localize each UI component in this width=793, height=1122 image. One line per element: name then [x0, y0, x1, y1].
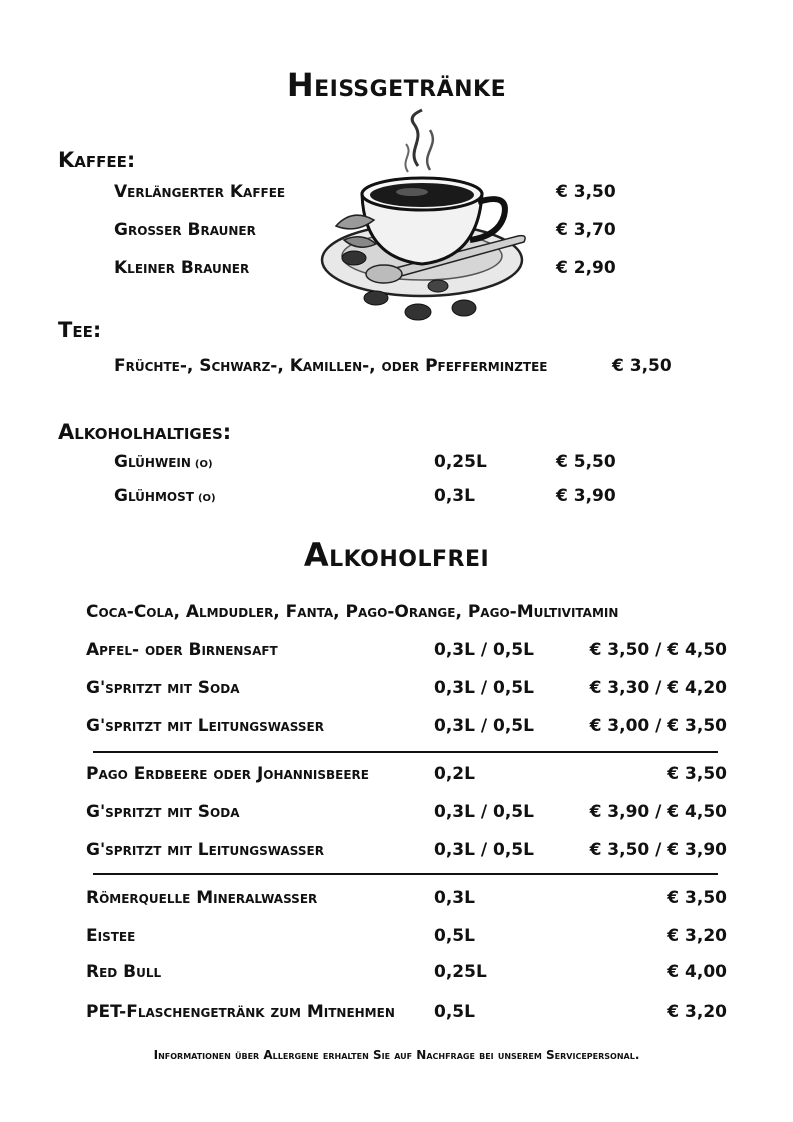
- coffee-item-price: € 3,70: [556, 220, 616, 240]
- drink-size: 0,3L / 0,5L: [434, 802, 534, 822]
- alcoholic-item-label: Glühwein: [114, 452, 191, 472]
- drink-size: 0,2L: [434, 764, 475, 784]
- tea-item-name: Früchte-, Schwarz-, Kamillen-, oder Pfefferminztee: [114, 356, 548, 376]
- allergen-note: Informationen über Allergene erhalten Sie auf Nachfrage bei unserem Servicepersonal.: [153, 1048, 640, 1062]
- drink-size: 0,3L: [434, 888, 475, 908]
- alcoholic-item-size: 0,3L: [434, 486, 475, 506]
- drink-size: 0,3L / 0,5L: [434, 640, 534, 660]
- drink-price: € 3,50 / € 3,90: [589, 840, 727, 860]
- alcoholic-item-price: € 5,50: [556, 452, 616, 472]
- drink-name: G'spritzt mit Soda: [86, 802, 240, 822]
- drink-size: 0,3L / 0,5L: [434, 840, 534, 860]
- drink-price: € 3,00 / € 3,50: [589, 716, 727, 736]
- coffee-item-name: Verlängerter Kaffee: [114, 182, 286, 202]
- alcoholic-item-name: [114, 452, 213, 472]
- drink-price: € 3,50: [667, 764, 727, 784]
- alcoholic-item-name: [114, 486, 216, 506]
- coffee-item-price: € 3,50: [556, 182, 616, 202]
- alcoholic-item-price: € 3,90: [556, 486, 616, 506]
- drink-size: 0,5L: [434, 926, 475, 946]
- alcoholic-item-label: Glühmost: [114, 486, 194, 506]
- drink-price: € 3,20: [667, 1002, 727, 1022]
- divider: [93, 873, 718, 875]
- coffee-item-name: Kleiner Brauner: [114, 258, 250, 278]
- drink-price: € 3,90 / € 4,50: [589, 802, 727, 822]
- drink-size: 0,5L: [434, 1002, 475, 1022]
- drink-price: € 3,30 / € 4,20: [589, 678, 727, 698]
- drink-size: 0,3L / 0,5L: [434, 678, 534, 698]
- allergen-code: (O): [197, 493, 216, 504]
- drink-name: G'spritzt mit Leitungswasser: [86, 840, 324, 860]
- divider: [93, 751, 718, 753]
- drink-name: Red Bull: [86, 962, 162, 982]
- drink-price: € 3,50: [667, 888, 727, 908]
- drink-name: G'spritzt mit Soda: [86, 678, 240, 698]
- soft-drinks-intro: Coca-Cola, Almdudler, Fanta, Pago-Orange, Pago-Multivitamin: [86, 602, 619, 622]
- alcoholic-heading: Alkoholhaltiges:: [58, 420, 232, 444]
- drink-size: 0,3L / 0,5L: [434, 716, 534, 736]
- hot-drinks-title: Heißgetränke: [286, 66, 507, 104]
- tea-heading: Tee:: [58, 318, 102, 342]
- coffee-cup-illustration: [318, 108, 532, 330]
- drink-name: Pago Erdbeere oder Johannisbeere: [86, 764, 369, 784]
- alcoholic-item-size: 0,25L: [434, 452, 487, 472]
- coffee-item-name: Großer Brauner: [114, 220, 256, 240]
- drink-name: Eistee: [86, 926, 136, 946]
- coffee-heading: Kaffee:: [58, 148, 136, 172]
- drink-name: G'spritzt mit Leitungswasser: [86, 716, 324, 736]
- allergen-code: (O): [194, 459, 213, 470]
- coffee-item-price: € 2,90: [556, 258, 616, 278]
- drink-size: 0,25L: [434, 962, 487, 982]
- soft-drinks-title: Alkoholfrei: [303, 536, 490, 574]
- drink-price: € 4,00: [667, 962, 727, 982]
- tea-item-price: € 3,50: [612, 356, 672, 376]
- drink-name: Römerquelle Mineralwasser: [86, 888, 318, 908]
- drink-name: PET-Flaschengetränk zum Mitnehmen: [86, 1002, 395, 1022]
- drink-name: Apfel- oder Birnensaft: [86, 640, 278, 660]
- drink-price: € 3,50 / € 4,50: [589, 640, 727, 660]
- drink-price: € 3,20: [667, 926, 727, 946]
